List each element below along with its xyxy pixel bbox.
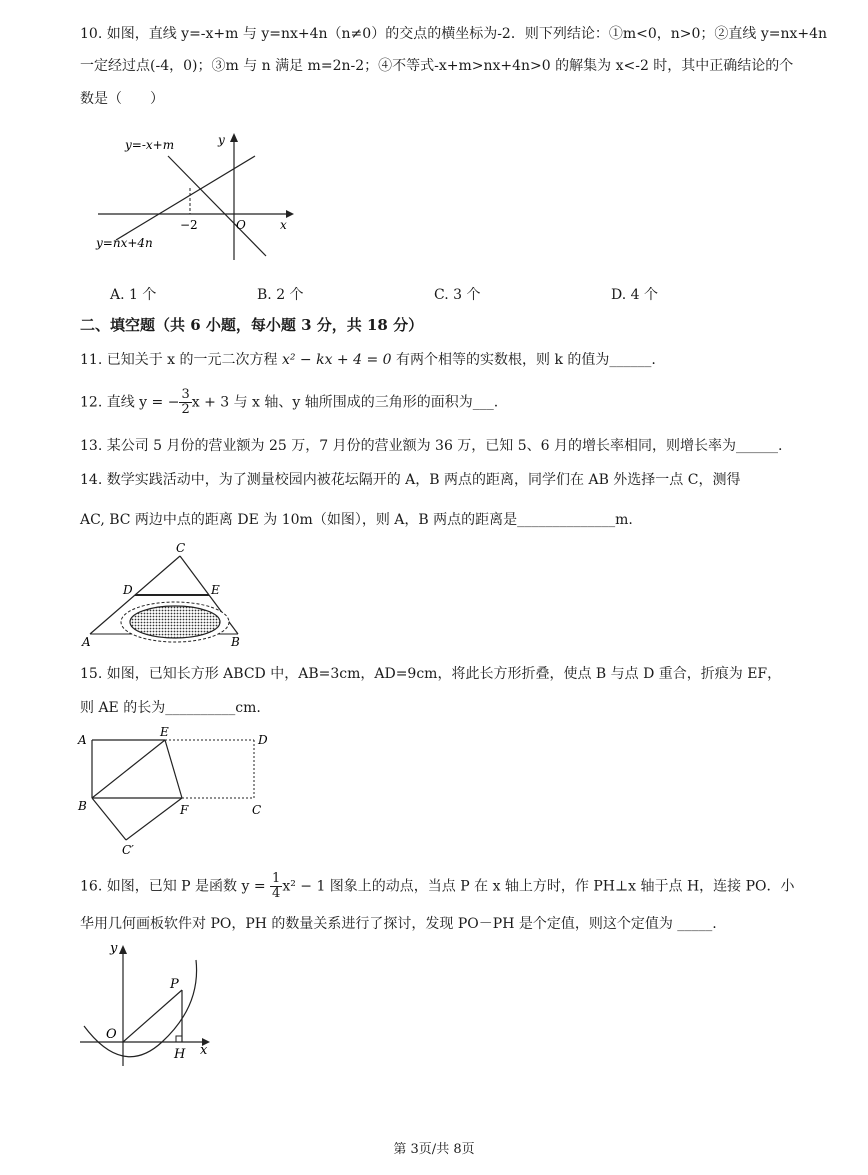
q16-label-p: P [170,977,179,992]
q10-option-b: B. 2 个 [257,287,304,303]
q10-option-d: D. 4 个 [611,287,658,303]
q14-label-a: A [82,635,91,649]
q11-equation: x² − kx + 4 = 0 [281,352,392,368]
q15-label-d: D [258,733,268,747]
q14-label-e: E [211,583,220,597]
q15-fold-ef [165,740,182,798]
q15-label-a: A [78,733,87,747]
q10-label-x: x [280,218,287,232]
q16-pre: 16. 如图，已知 P 是函数 y = [80,878,271,895]
section-2-title: 二、填空题（共 6 小题，每小题 3 分，共 18 分） [80,316,424,334]
q16-y-arrow [119,945,127,954]
q11-pre: 11. 已知关于 x 的一元二次方程 [80,352,282,368]
q10-line-2: 一定经过点(-4，0)；③m 与 n 满足 m=2n-2；④不等式-x+m>nx+4n>0 的解集为 x<-2 时，其中正确结论的个 [80,58,794,74]
q16-right-angle-mark [176,1036,182,1042]
q16-line-2: 华用几何画板软件对 PO，PH 的数量关系进行了探讨，发现 PO－PH 是个定值，则这个定值为 _____. [80,916,717,932]
q10-x-arrow [286,210,294,218]
q16-post: x² − 1 图象上的动点，当点 P 在 x 轴上方时，作 PH⊥x 轴于点 H，连接 PO．小 [282,878,795,895]
q12-pre: 12. 直线 y = − [80,394,180,411]
page-footer: 第 3页/共 8页 [393,1142,475,1157]
q15-segment-be [92,740,165,798]
q14-flower-bed-inner [130,606,220,638]
q10-line-3: 数是（ ） [80,91,164,107]
q12-fraction [179,388,191,417]
q16-den: 4 [272,886,281,901]
q13-text: 13. 某公司 5 月份的营业额为 25 万，7 月份的营业额为 36 万，已知 5、6 月的增长率相同，则增长率为______. [80,438,783,454]
q16-line-1 [80,872,795,901]
q10-line-neg-x-plus-m [168,156,266,256]
q16-label-x: x [200,1043,208,1058]
q15-line-1: 15. 如图，已知长方形 ABCD 中，AB=3cm，AD=9cm，将此长方形折叠，使点 B 与点 D 重合，折痕为 EF， [80,666,782,682]
q15-line-2: 则 AE 的长为__________cm. [80,700,261,716]
q16-segment-po [123,990,182,1042]
q11-post: 有两个相等的实数根，则 k 的值为______. [391,352,656,368]
q11-text [80,350,656,370]
q14-figure [80,540,255,650]
q14-line-1: 14. 数学实践活动中，为了测量校园内被花坛隔开的 A，B 两点的距离，同学们在 AB 外选择一点 C，测得 [80,472,741,488]
q12-post: x + 3 与 x 轴、y 轴所围成的三角形的面积为___. [191,394,499,411]
q16-label-h: H [174,1047,186,1062]
q15-figure [76,726,276,856]
q15-label-e: E [160,725,169,739]
q10-label-bottom: y=nx+4n [96,236,153,250]
q16-label-y: y [110,941,118,956]
q16-num: 1 [272,871,281,886]
q15-label-c-prime: C′ [122,843,134,857]
q10-label-neg2: −2 [180,218,198,232]
q16-fraction [270,872,282,901]
q10-option-a: A. 1 个 [110,287,157,303]
q12-den: 2 [181,402,190,417]
q15-label-f: F [180,803,189,817]
q15-segment-bc1 [92,798,126,840]
q10-option-c: C. 3 个 [434,287,481,303]
q12-num: 3 [181,387,190,402]
q14-label-d: D [123,583,133,597]
q16-figure [78,940,228,1068]
q10-line-1: 10. 如图，直线 y=-x+m 与 y=nx+4n（n≠0）的交点的横坐标为-2．则下列结论：①m<0，n>0；②直线 y=nx+4n [80,26,828,42]
q15-segment-c1f [126,798,182,840]
q10-label-o: O [236,218,246,232]
q16-label-o: O [106,1027,117,1042]
q14-label-b: B [231,635,240,649]
q15-label-b: B [78,799,87,813]
q15-label-c: C [252,803,262,817]
q10-label-top: y=-x+m [125,138,175,152]
q12-text [80,388,498,417]
q10-figure [90,130,300,265]
q14-line-2: AC, BC 两边中点的距离 DE 为 10m（如图），则 A，B 两点的距离是______________m. [80,512,633,528]
q10-label-y: y [218,133,225,147]
q10-y-arrow [230,133,238,142]
q14-label-c: C [176,541,186,555]
